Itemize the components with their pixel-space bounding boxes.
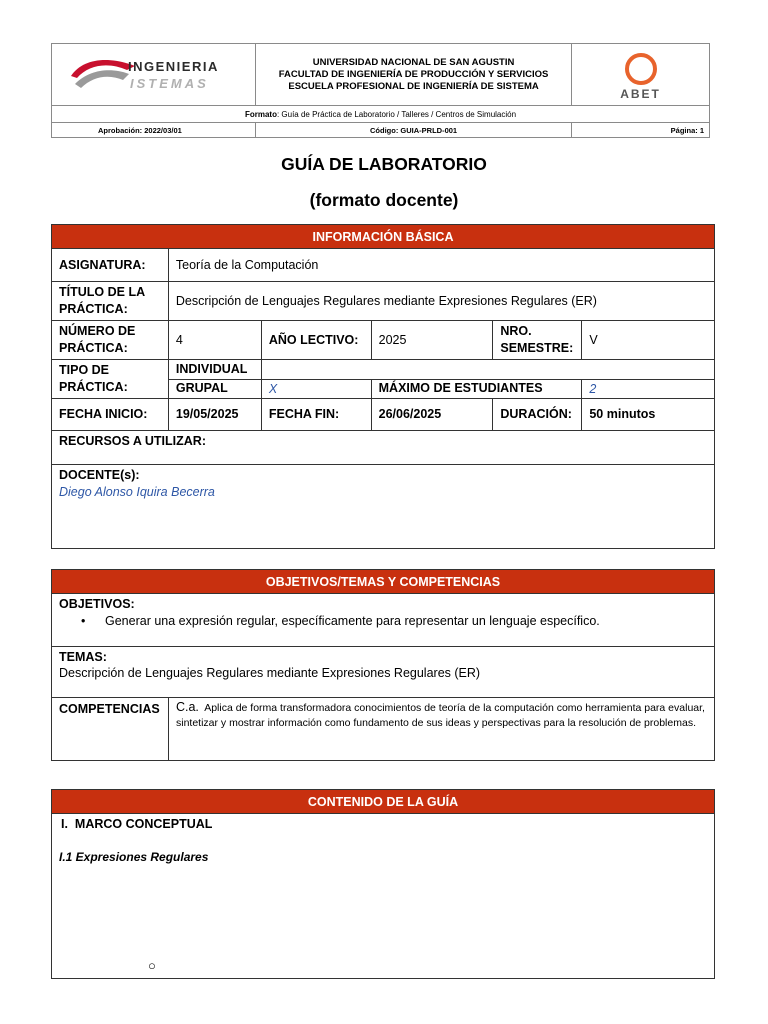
topics-cell (52, 647, 715, 698)
school-year-label: AÑO LECTIVO: (261, 321, 371, 360)
logo-text-top: INGENIERIA (128, 59, 219, 74)
content-body (52, 814, 715, 979)
university-name: UNIVERSIDAD NACIONAL DE SAN AGUSTIN (312, 56, 515, 68)
end-date-value: 26/06/2025 (371, 399, 493, 431)
school-name: ESCUELA PROFESIONAL DE INGENIERÍA DE SISTEMA (288, 80, 539, 92)
competency-text: Aplica de forma transformadora conocimientos de teoría de la computación como herramienta para evaluar, sintetizar y mostrar información como fundamento de sus ideas y perspectivas para la resolución de problemas. (175, 702, 705, 729)
objectives-table (51, 569, 715, 761)
basic-info-heading: INFORMACIÓN BÁSICA (52, 225, 715, 249)
start-date-label: FECHA INICIO: (52, 399, 169, 431)
school-year-value: 2025 (371, 321, 493, 360)
topics-value: Descripción de Lenguajes Regulares mediante Expresiones Regulares (ER) (59, 666, 481, 680)
document-code: Código: GUIA-PRLD-001 (256, 123, 572, 138)
competencies-cell (168, 698, 714, 761)
teacher-label: DOCENTE(s): (59, 468, 140, 482)
subject-value: Teoría de la Computación (168, 249, 714, 282)
section-heading (59, 816, 707, 833)
end-date-label: FECHA FIN: (261, 399, 371, 431)
abet-ring-icon (621, 51, 661, 87)
institution-cell (256, 44, 572, 106)
competencies-label: COMPETENCIAS (52, 698, 169, 761)
semester-value: V (582, 321, 715, 360)
page-number: Página: 1 (572, 123, 710, 138)
max-students-label: MÁXIMO DE ESTUDIANTES (371, 379, 582, 399)
practice-title-label: TÍTULO DE LA PRÁCTICA: (52, 282, 169, 321)
document-header (51, 43, 710, 138)
max-students-value: 2 (582, 379, 715, 399)
duration-label: DURACIÓN: (493, 399, 582, 431)
topics-label: TEMAS: (59, 650, 107, 664)
empty-bullet-icon: ○ (148, 958, 156, 973)
group-mark: X (261, 379, 371, 399)
group-label: GRUPAL (168, 379, 261, 399)
approval-date: Aprobación: 2022/03/01 (52, 123, 256, 138)
format-row (52, 106, 710, 123)
logo-text-bottom: ISTEMAS (130, 76, 209, 91)
objectives-heading: OBJETIVOS/TEMAS Y COMPETENCIAS (52, 570, 715, 594)
abet-logo-cell (572, 44, 710, 106)
duration-value: 50 minutos (582, 399, 715, 431)
objective-item (59, 614, 707, 628)
ingenieria-sistemas-logo (52, 44, 255, 105)
logo-cell (52, 44, 256, 106)
format-label: Formato (244, 109, 277, 119)
practice-number-value: 4 (168, 321, 261, 360)
individual-mark (261, 360, 714, 380)
start-date-value: 19/05/2025 (168, 399, 261, 431)
practice-number-label: NÚMERO DE PRÁCTICA: (52, 321, 169, 360)
subsection-title: I.1 Expresiones Regulares (59, 850, 209, 864)
practice-title-value: Descripción de Lenguajes Regulares mediante Expresiones Regulares (ER) (168, 282, 714, 321)
practice-type-label: TIPO DE PRÁCTICA: (52, 360, 169, 399)
abet-label: ABET (620, 87, 661, 101)
individual-label: INDIVIDUAL (168, 360, 261, 380)
objectives-label: OBJETIVOS: (59, 597, 135, 611)
format-value: : Guía de Práctica de Laboratorio / Talleres / Centros de Simulación (276, 109, 517, 119)
competency-code: C.a. (175, 700, 199, 714)
section-number: I. (61, 817, 68, 831)
resources-label: RECURSOS A UTILIZAR: (52, 431, 715, 465)
basic-info-table (51, 224, 715, 549)
objectives-cell (52, 594, 715, 647)
subject-label: ASIGNATURA: (52, 249, 169, 282)
teacher-cell (52, 465, 715, 549)
section-title: MARCO CONCEPTUAL (74, 817, 213, 831)
page-subtitle: (formato docente) (309, 190, 459, 210)
content-table (51, 789, 715, 979)
page-title: GUÍA DE LABORATORIO (281, 154, 487, 174)
faculty-name: FACULTAD DE INGENIERÍA DE PRODUCCIÓN Y SERVICIOS (278, 68, 549, 80)
teacher-name: Diego Alonso Iquira Becerra (59, 485, 215, 499)
content-heading: CONTENIDO DE LA GUÍA (52, 790, 715, 814)
objective-text: Generar una expresión regular, específicamente para representar un lenguaje específico. (105, 614, 600, 628)
bullet-icon: • (81, 614, 86, 628)
semester-label: NRO. SEMESTRE: (493, 321, 582, 360)
